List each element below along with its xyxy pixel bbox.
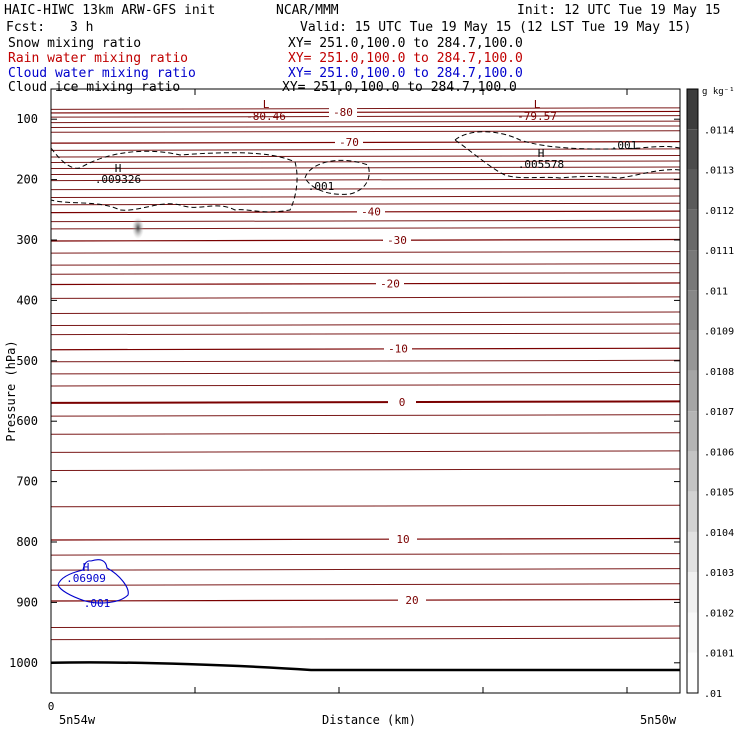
isotherm-label: 20 [405, 593, 419, 607]
isotherm-line [51, 203, 680, 205]
colorbar-label: .0102 [704, 608, 735, 620]
colorbar-label: .0109 [704, 326, 735, 338]
isotherm-line [51, 584, 680, 586]
colorbar-swatch [687, 451, 698, 491]
isotherm-line [51, 273, 680, 275]
field-xy-cloud-water: XY= 251.0,100.0 to 284.7,100.0 [288, 66, 523, 81]
chart-title: HAIC-HIWC 13km ARW-GFS init [4, 3, 216, 18]
isotherm-line [51, 626, 680, 628]
isotherm-line [51, 220, 680, 222]
surface-pressure-line [51, 662, 680, 670]
cloud-ice-contours [51, 132, 680, 603]
temperature-contours [51, 106, 680, 670]
colorbar-label: .0114 [704, 125, 735, 137]
field-name-cloud-ice: Cloud ice mixing ratio [8, 80, 181, 95]
isotherm-label: -30 [387, 234, 407, 247]
isotherm-line [51, 569, 680, 571]
colorbar-swatch [687, 492, 698, 532]
x-endpoint-left: 5n54w [58, 713, 96, 727]
extremum-value: -80.46 [246, 110, 286, 123]
isotherm-line [51, 156, 680, 158]
isotherm--30 [51, 240, 680, 242]
snow-mixing-blob [132, 217, 144, 239]
isotherm-line [51, 469, 680, 471]
isotherm-line [51, 116, 680, 118]
isotherm--10 [51, 348, 680, 350]
isotherm-line [51, 264, 680, 266]
extremum-type: H [82, 561, 90, 574]
y-tick-label: 200 [16, 172, 38, 187]
isotherm--20 [51, 283, 680, 285]
extremum-value: .009326 [94, 173, 142, 186]
isotherm-line [51, 188, 680, 190]
field-xy-rain: XY= 251.0,100.0 to 284.7,100.0 [288, 51, 523, 66]
isotherm-line [51, 179, 680, 181]
y-tick-label: 700 [16, 474, 38, 489]
colorbar-swatch [687, 572, 698, 612]
isotherm-label: 10 [396, 532, 410, 546]
colorbar-label: .0104 [704, 527, 735, 539]
isotherm-line [51, 638, 680, 640]
x-tick-label: 0 [47, 700, 55, 713]
isotherm-line [51, 312, 680, 314]
org-label: NCAR/MMM [276, 3, 339, 18]
cloud-ice-contour [455, 132, 680, 178]
x-endpoint-right: 5n50w [639, 713, 677, 727]
init-time: Init: 12 UTC Tue 19 May 15 [517, 3, 721, 18]
extremum-value: .005578 [517, 158, 565, 171]
isotherm-line [51, 161, 680, 163]
colorbar-swatch [687, 411, 698, 451]
colorbar-label: .0111 [704, 246, 735, 258]
isotherm-20 [51, 599, 680, 601]
colorbar-swatch [687, 210, 698, 250]
isotherm-label: -20 [380, 277, 400, 291]
isotherm-line [51, 505, 680, 507]
colorbar-swatch [687, 290, 698, 330]
fcst-value: 3 h [70, 20, 94, 35]
isotherm-line [51, 324, 680, 326]
colorbar-swatch [687, 170, 698, 210]
extremum-value: -79.57 [517, 110, 557, 123]
isotherm--70 [51, 142, 680, 144]
colorbar-label: .0107 [704, 407, 735, 419]
colorbar-swatch [687, 532, 698, 572]
contour-label: .001 [83, 597, 111, 610]
y-tick-label: 800 [16, 535, 38, 549]
isotherm-line [51, 121, 680, 123]
extremum-type: L [533, 98, 541, 111]
y-tick-label: 400 [16, 293, 38, 308]
isotherm-line [51, 173, 680, 175]
isotherm-line [51, 149, 680, 151]
y-tick-label: 1000 [9, 655, 38, 670]
field-name-cloud-water: Cloud water mixing ratio [8, 66, 196, 81]
isotherm-10 [51, 538, 680, 540]
isotherm-label: -80 [333, 105, 353, 119]
colorbar-swatch [687, 612, 698, 652]
x-axis-label: Distance (km) [322, 713, 416, 727]
colorbar-label: .0112 [704, 205, 735, 217]
colorbar-label: .0105 [704, 487, 735, 499]
isotherm-label: -40 [361, 205, 381, 219]
y-tick-label: 600 [16, 414, 38, 429]
colorbar-label: .0106 [704, 447, 735, 459]
isotherm-line [51, 167, 680, 169]
colorbar-label: .01 [704, 689, 723, 700]
y-axis-label: Pressure (hPa) [4, 340, 18, 442]
colorbar-label: .011 [704, 286, 729, 298]
extremum-value: .06909 [66, 572, 106, 585]
colorbar-label: .0108 [704, 366, 735, 378]
colorbar-swatch [687, 250, 698, 290]
field-xy-cloud-ice: XY= 251.0,100.0 to 284.7,100.0 [282, 80, 517, 95]
isotherm-label: 0 [398, 395, 406, 409]
isotherm-label: -10 [388, 342, 408, 356]
field-name-rain: Rain water mixing ratio [8, 51, 189, 66]
isotherm-line [51, 297, 680, 299]
colorbar-label: .0103 [704, 568, 735, 580]
extremum-type: L [262, 98, 270, 111]
isotherm-line [51, 196, 680, 198]
colorbar-unit: g kg⁻¹ [702, 87, 735, 97]
isotherm-0 [51, 401, 680, 403]
isotherm-line [51, 384, 680, 386]
isotherm-line [51, 108, 680, 110]
field-xy-snow: XY= 251.0,100.0 to 284.7,100.0 [288, 36, 523, 51]
y-tick-label: 300 [16, 233, 38, 247]
colorbar-swatch [687, 129, 698, 169]
y-tick-label: 500 [16, 353, 38, 368]
colorbar [687, 87, 735, 700]
colorbar-swatch [687, 331, 698, 371]
fcst-label: Fcst: [6, 20, 46, 35]
isotherm-line [51, 227, 680, 229]
y-tick-label: 900 [16, 595, 38, 610]
colorbar-swatch [687, 653, 698, 693]
field-name-snow: Snow mixing ratio [8, 36, 142, 51]
isotherm-line [51, 433, 680, 435]
isotherm-line [51, 360, 680, 362]
valid-time: Valid: 15 UTC Tue 19 May 15 (12 LST Tue 19 May 15) [300, 20, 692, 35]
y-tick-label: 100 [16, 112, 38, 127]
isotherm-line [51, 131, 680, 133]
contour-label: .001 [307, 180, 335, 193]
isotherm-line [51, 415, 680, 417]
colorbar-swatch [687, 89, 698, 129]
contour-label: .001 [610, 139, 638, 152]
extremum-type: H [537, 147, 545, 160]
colorbar-label: .0113 [704, 165, 735, 177]
isotherm-line [51, 451, 680, 453]
colorbar-swatch [687, 371, 698, 411]
isotherm-line [51, 252, 680, 254]
isotherm--80 [51, 111, 680, 113]
isotherm-label: -70 [339, 136, 359, 150]
isotherm-line [51, 126, 680, 128]
isotherm-line [51, 554, 680, 556]
isotherm-line [51, 333, 680, 335]
colorbar-label: .0101 [704, 648, 735, 660]
extremum-type: H [114, 162, 122, 175]
isotherm-line [51, 372, 680, 374]
